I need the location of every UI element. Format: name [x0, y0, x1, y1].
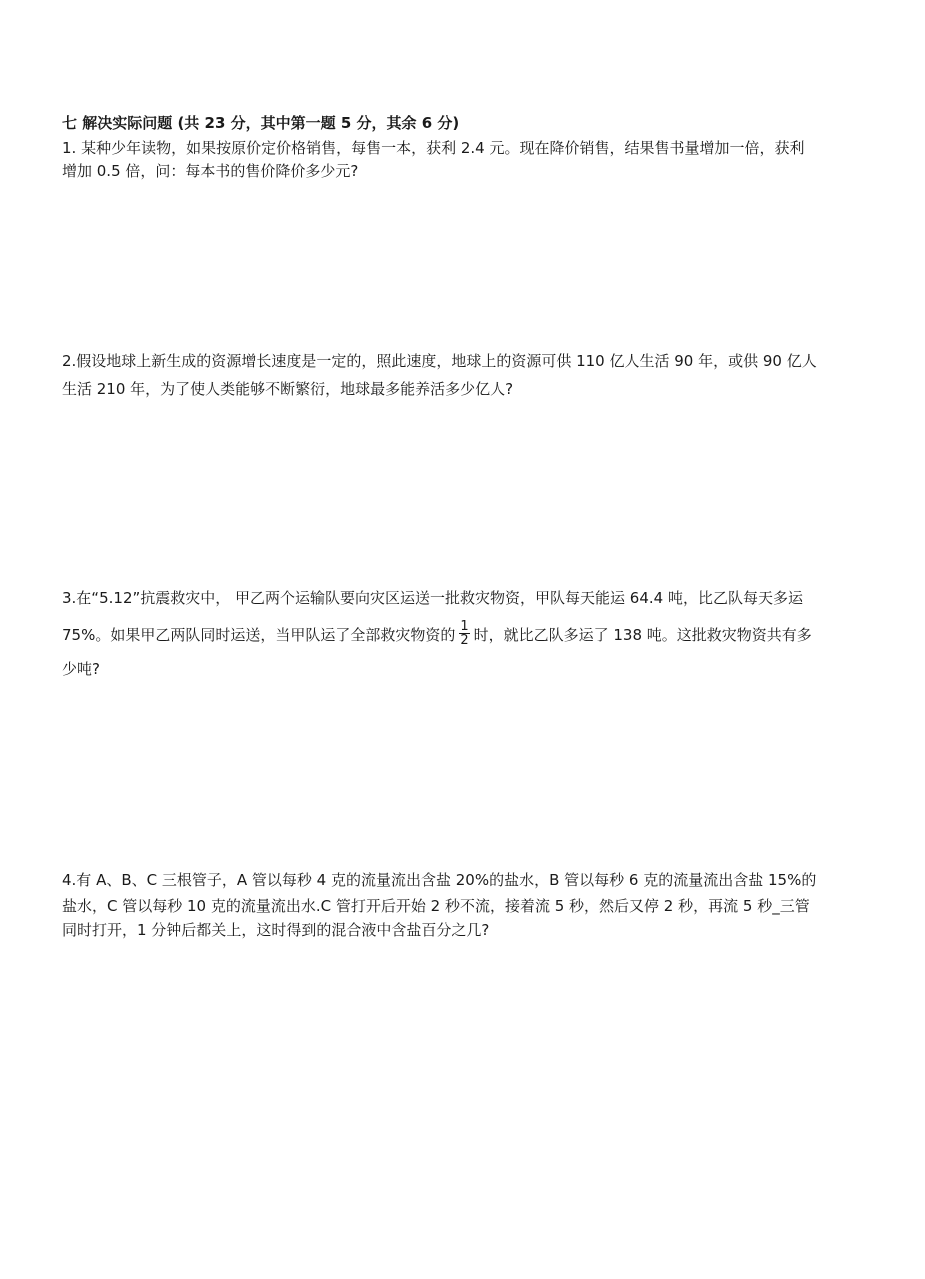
- question-2-line-2: 生活 210 年，为了使人类能够不断繁衍，地球最多能养活多少亿人?: [62, 380, 514, 398]
- question-3-line-2-after: 时，就比乙队多运了 138 吨。这批救灾物资共有多: [473, 626, 812, 644]
- fraction-denominator: 2: [460, 633, 469, 648]
- fraction-numerator: 1: [460, 619, 469, 634]
- question-3-line-2-before: 75%。如果甲乙两队同时运送，当甲队运了全部救灾物资的: [62, 626, 456, 644]
- question-4-line-2: 盐水，C 管以每秒 10 克的流量流出水.C 管打开后开始 2 秒不流，接着流 5 秒，然后又停 2 秒，再流 5 秒_三管: [62, 897, 810, 915]
- question-2-line-1: 2.假设地球上新生成的资源增长速度是一定的，照此速度，地球上的资源可供 110 亿人生活 90 年，或供 90 亿人: [62, 352, 817, 370]
- question-1-line-2: 增加 0.5 倍，问：每本书的售价降价多少元?: [62, 162, 359, 180]
- question-1-line-1: 1. 某种少年读物，如果按原价定价格销售，每售一本，获利 2.4 元。现在降价销售，结果售书量增加一倍，获利: [62, 139, 805, 157]
- question-3-line-3: 少吨?: [62, 660, 100, 678]
- question-4-line-3: 同时打开，1 分钟后都关上，这时得到的混合液中含盐百分之几?: [62, 921, 490, 939]
- question-3-line-2: [62, 619, 812, 649]
- fraction-one-half: [459, 620, 469, 647]
- question-3-line-1: 3.在“5.12”抗震救灾中， 甲乙两个运输队要向灾区运送一批救灾物资，甲队每天能运 64.4 吨，比乙队每天多运: [62, 589, 803, 607]
- question-4-line-1: 4.有 A、B、C 三根管子，A 管以每秒 4 克的流量流出含盐 20%的盐水，B 管以每秒 6 克的流量流出含盐 15%的: [62, 871, 817, 889]
- section-title: 七 解决实际问题 (共 23 分，其中第一题 5 分，其余 6 分): [62, 114, 460, 132]
